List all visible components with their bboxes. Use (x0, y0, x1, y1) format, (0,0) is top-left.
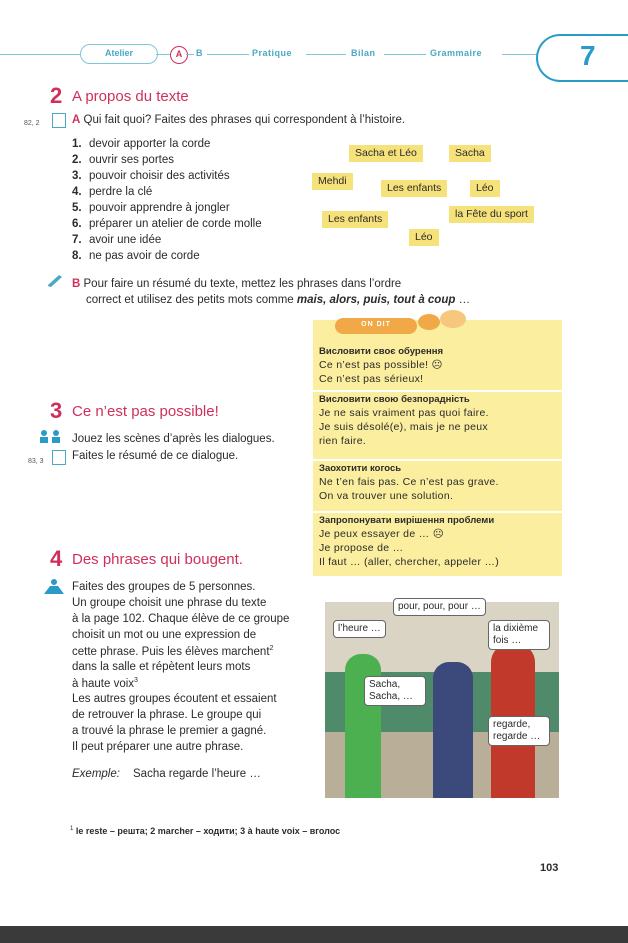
instruction-line (72, 661, 250, 673)
bottom-bar (0, 926, 628, 943)
section-3-number: 3 (50, 398, 63, 423)
nav-line (306, 54, 346, 55)
section-2-a-instruction (72, 114, 405, 126)
instruction-line (72, 597, 266, 609)
name-tag: Mehdi (312, 173, 353, 190)
instruction-line (72, 629, 256, 641)
superscript-2: 2 (269, 645, 274, 652)
nav-tab-bilan[interactable]: Bilan (351, 48, 376, 58)
instruction-line (72, 645, 273, 658)
instruction-line-text: à la page 102. Chaque élève de ce groupe (72, 613, 290, 625)
group-work-icon (42, 578, 66, 596)
phrase-line: Je suis désolé(e), mais je ne peux (319, 421, 488, 433)
on-dit-badge (335, 318, 417, 334)
phrase-line: Il faut … (aller, chercher, appeler …) (319, 556, 500, 568)
instruction-line-text: dans la salle et répètent leurs mots (72, 661, 251, 673)
section-3-title: Ce n’est pas possible! (72, 403, 219, 420)
instruction-line (72, 677, 138, 690)
instruction-b-line2-text: correct et utilisez des petits mots comme (86, 294, 297, 306)
list-item: pouvoir choisir des activités (89, 170, 230, 182)
phrase-heading: Запропонувати вирішення проблеми (319, 515, 495, 526)
list-item: pouvoir apprendre à jongler (89, 202, 230, 214)
student-jacket (433, 662, 473, 798)
list-item-number: 7. (72, 234, 82, 246)
instruction-line-text: Faites des groupes de 5 personnes. (72, 581, 256, 593)
phrase-line: Je ne sais vraiment pas quoi faire. (319, 407, 489, 419)
pair-work-icon (38, 429, 66, 443)
superscript-3: 3 (134, 677, 138, 684)
name-tag: Sacha et Léo (349, 145, 423, 162)
box-divider (313, 390, 562, 392)
instruction-line (72, 725, 266, 737)
list-item-number: 4. (72, 186, 82, 198)
connector-words: mais, alors, puis, tout à coup (296, 294, 456, 306)
audio-icon (52, 450, 66, 465)
name-tag: Les enfants (322, 211, 388, 228)
section-4-number: 4 (50, 546, 63, 571)
phrase-line: Je propose de … (319, 542, 404, 554)
list-item: perdre la clé (89, 186, 153, 198)
instruction-line (72, 741, 243, 753)
instruction-b-line2 (86, 294, 470, 306)
example-text: Sacha regarde l’heure … (133, 768, 261, 780)
speech-bubble: l’heure … (333, 620, 386, 638)
label-a: A (72, 114, 81, 126)
nav-line (207, 54, 249, 55)
list-item-number: 2. (72, 154, 82, 166)
section-3-line2: Faites le résumé de ce dialogue. (72, 450, 239, 462)
list-item-number: 5. (72, 202, 82, 214)
section-3-reference: 83, 3 (28, 458, 44, 465)
audio-icon (52, 113, 66, 128)
name-tag: Sacha (449, 145, 491, 162)
section-2-reference: 82, 2 (24, 120, 40, 127)
nav-line (186, 54, 194, 55)
instruction-line-text: à haute voix (72, 677, 135, 690)
phrase-line: On va trouver une solution. (319, 490, 454, 502)
footnote-number: 1 (70, 826, 74, 832)
page-number: 103 (540, 862, 559, 874)
box-divider (313, 459, 562, 461)
name-tag: Léo (470, 180, 500, 197)
name-tag: Les enfants (381, 180, 447, 197)
name-tag: Léo (409, 229, 439, 246)
list-item-number: 8. (72, 250, 82, 262)
instruction-line-text: de retrouver la phrase. Le groupe qui (72, 709, 262, 721)
name-tag: la Fête du sport (449, 206, 534, 223)
nav-tab-a[interactable] (170, 46, 188, 64)
pencil-icon (46, 274, 64, 288)
instruction-b-line2-end: … (455, 294, 471, 306)
instruction-line (72, 613, 289, 625)
instruction-line-text: cette phrase. Puis les élèves marchent (72, 645, 270, 658)
nav-tab-pratique[interactable]: Pratique (252, 48, 293, 58)
speech-bubble-icon (440, 310, 466, 328)
list-item: devoir apporter la corde (89, 138, 211, 150)
instruction-line-text: Il peut préparer une autre phrase. (72, 741, 244, 753)
list-item: ouvrir ses portes (89, 154, 175, 166)
phrase-heading: Висловити своє обурення (319, 346, 444, 357)
phrase-line: rien faire. (319, 435, 367, 447)
instruction-line-text: a trouvé la phrase le premier a gagné. (72, 725, 267, 737)
phrase-line: Ce n’est pas possible! ☹ (319, 359, 443, 371)
list-item-number: 6. (72, 218, 82, 230)
nav-line (0, 54, 80, 55)
footnote (70, 826, 340, 836)
section-3-line1: Jouez les scènes d’après les dialogues. (72, 433, 275, 445)
section-4-title: Des phrases qui bougent. (72, 551, 243, 568)
instruction-line (72, 693, 277, 705)
instruction-b-line1: Pour faire un résumé du texte, mettez les phrases dans l’ordre (83, 278, 402, 290)
footnote-text: le reste – решта; 2 marcher – ходити; 3 à haute voix – вголос (75, 826, 341, 836)
unit-badge (536, 34, 628, 82)
nav-tab-b[interactable]: B (196, 48, 203, 58)
on-dit-label: ON DIT (361, 321, 391, 328)
label-b: B (72, 278, 81, 290)
list-item: avoir une idée (89, 234, 162, 246)
nav-line (384, 54, 426, 55)
list-item-number: 3. (72, 170, 82, 182)
unit-number: 7 (580, 40, 596, 71)
nav-atelier-label: Atelier (104, 48, 133, 58)
nav-tab-atelier[interactable] (80, 44, 158, 64)
speech-bubble: pour, pour, pour … (393, 598, 486, 616)
example-label: Exemple: (72, 768, 120, 780)
section-2-number: 2 (50, 83, 63, 108)
phrase-line: Ce n’est pas sérieux! (319, 373, 424, 385)
speech-bubble: la dixième fois … (488, 620, 550, 650)
instruction-line-text: Les autres groupes écoutent et essaient (72, 693, 277, 705)
nav-tab-grammaire[interactable]: Grammaire (430, 48, 483, 58)
list-item: préparer un atelier de corde molle (89, 218, 262, 230)
instruction-line-text: choisit un mot ou une expression de (72, 629, 257, 641)
speech-bubble: Sacha, Sacha, … (364, 676, 426, 706)
instruction-line (72, 709, 261, 721)
speech-bubble: regarde, regarde … (488, 716, 550, 746)
nav-line (156, 54, 170, 55)
instruction-a-text: Qui fait quoi? Faites des phrases qui correspondent à l’histoire. (83, 114, 406, 126)
nav-line (502, 54, 538, 55)
speech-bubble-icon (418, 314, 440, 330)
instruction-line (72, 581, 255, 593)
section-2-title: A propos du texte (72, 88, 189, 105)
section-2-b-instruction (72, 278, 401, 290)
list-item-number: 1. (72, 138, 82, 150)
phrase-line: Ne t’en fais pas. Ce n’est pas grave. (319, 476, 499, 488)
list-item: ne pas avoir de corde (89, 250, 200, 262)
phrase-line: Je peux essayer de … ☹ (319, 528, 444, 540)
phrase-heading: Висловити свою безпорадність (319, 394, 470, 405)
instruction-line-text: Un groupe choisit une phrase du texte (72, 597, 267, 609)
phrase-heading: Заохотити когось (319, 463, 402, 474)
nav-a-label: A (175, 49, 183, 59)
box-divider (313, 511, 562, 513)
